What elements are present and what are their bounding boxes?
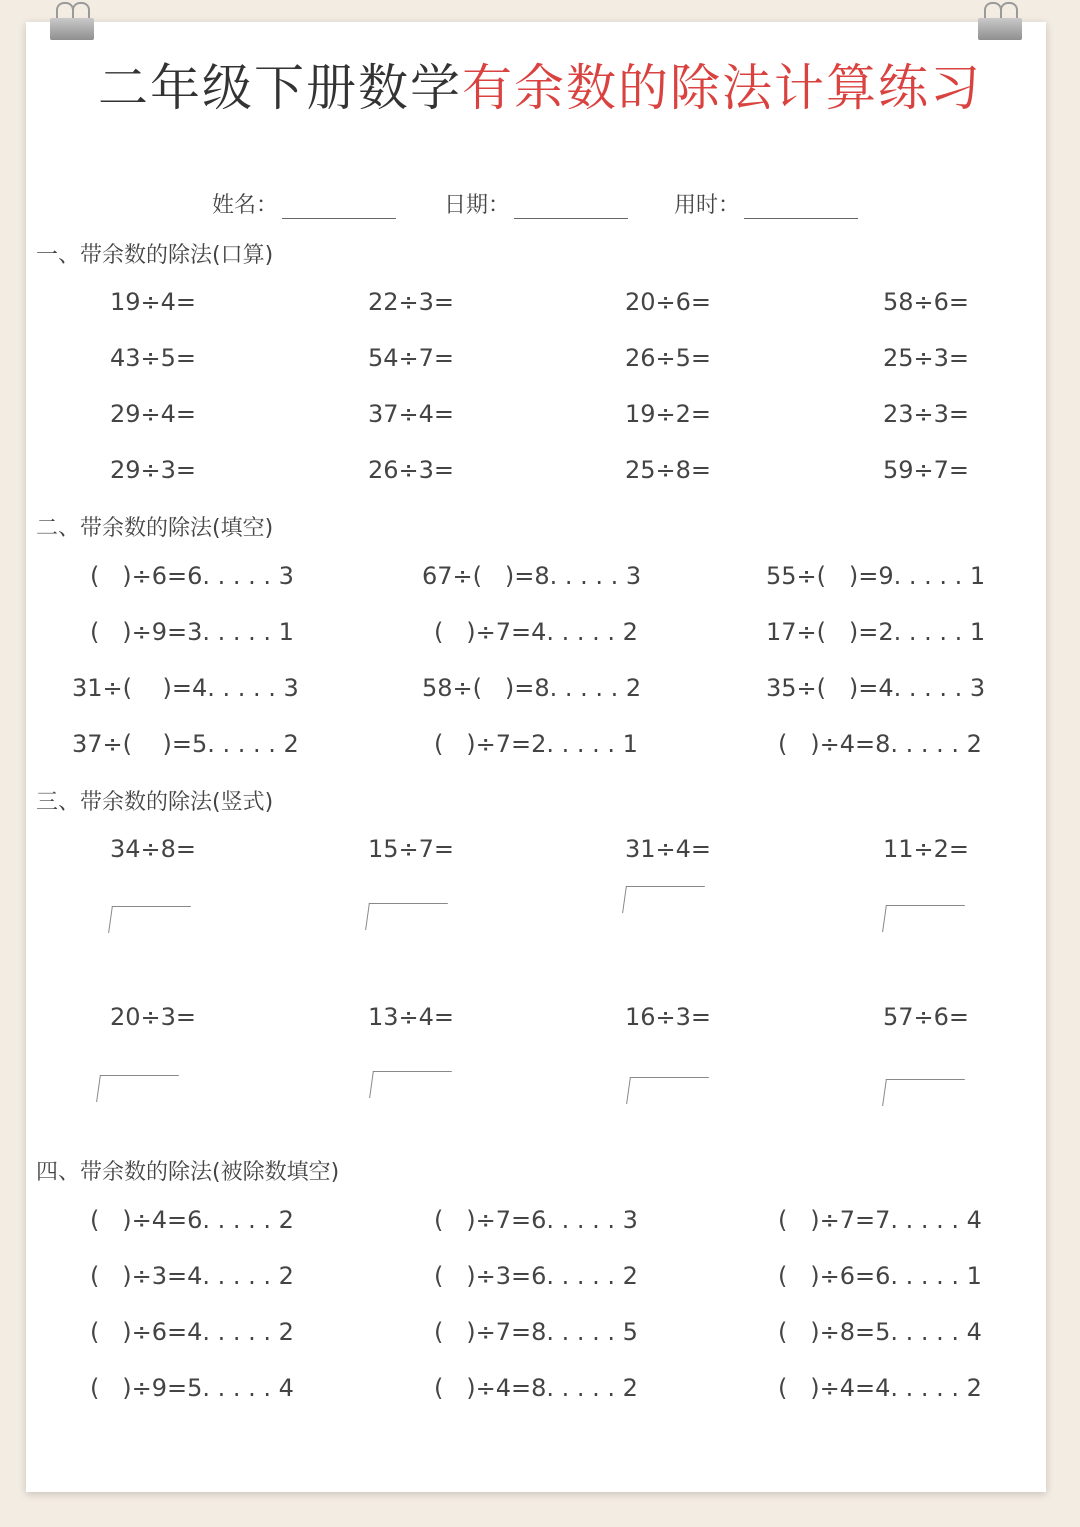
problem: 19÷4= — [110, 288, 197, 316]
problem: 22÷3= — [368, 288, 455, 316]
long-division-bracket[interactable] — [369, 1071, 452, 1098]
binder-clip-right-icon — [978, 0, 1022, 44]
name-label: 姓名： — [212, 193, 279, 218]
time-field — [674, 188, 858, 219]
fill-blank-problem[interactable]: ( )÷4=8. . . . . 2 — [434, 1374, 638, 1402]
problem: 25÷3= — [883, 344, 970, 372]
long-division-bracket[interactable] — [622, 886, 705, 913]
fill-blank-problem[interactable]: ( )÷3=4. . . . . 2 — [90, 1262, 294, 1290]
problem: 19÷2= — [625, 400, 712, 428]
page-title — [0, 48, 1080, 120]
fill-blank-problem[interactable]: 67÷( )=8. . . . . 3 — [422, 562, 642, 590]
problem: 25÷8= — [625, 456, 712, 484]
problem: 29÷4= — [110, 400, 197, 428]
date-label: 日期： — [444, 193, 511, 218]
fill-blank-problem[interactable]: 58÷( )=8. . . . . 2 — [422, 674, 642, 702]
time-label: 用时： — [674, 193, 741, 218]
fill-blank-problem[interactable]: ( )÷6=6. . . . . 3 — [90, 562, 294, 590]
section-1-title: 一、带余数的除法(口算) — [36, 243, 274, 268]
problem: 34÷8= — [110, 835, 197, 863]
long-division-bracket[interactable] — [882, 1079, 965, 1106]
fill-blank-problem[interactable]: 17÷( )=2. . . . . 1 — [766, 618, 986, 646]
problem: 16÷3= — [625, 1003, 712, 1031]
problem: 11÷2= — [883, 835, 970, 863]
fill-blank-problem[interactable]: ( )÷3=6. . . . . 2 — [434, 1262, 638, 1290]
fill-blank-problem[interactable]: ( )÷4=6. . . . . 2 — [90, 1206, 294, 1234]
title-part-2: 有余数的除法计算练习 — [462, 59, 982, 117]
problem: 23÷3= — [883, 400, 970, 428]
fill-blank-problem[interactable]: ( )÷7=4. . . . . 2 — [434, 618, 638, 646]
fill-blank-problem[interactable]: ( )÷4=8. . . . . 2 — [778, 730, 982, 758]
fill-blank-problem[interactable]: 35÷( )=4. . . . . 3 — [766, 674, 986, 702]
fill-blank-problem[interactable]: 55÷( )=9. . . . . 1 — [766, 562, 986, 590]
section-2-title: 二、带余数的除法(填空) — [36, 516, 274, 541]
title-part-1: 二年级下册数学 — [98, 59, 462, 117]
binder-clip-left-icon — [50, 0, 94, 44]
fill-blank-problem[interactable]: ( )÷9=3. . . . . 1 — [90, 618, 294, 646]
name-blank[interactable] — [282, 194, 396, 219]
problem: 20÷3= — [110, 1003, 197, 1031]
long-division-bracket[interactable] — [365, 903, 448, 930]
section-4-title: 四、带余数的除法(被除数填空) — [36, 1160, 340, 1185]
time-blank[interactable] — [744, 194, 858, 219]
date-blank[interactable] — [514, 194, 628, 219]
problem: 15÷7= — [368, 835, 455, 863]
problem: 59÷7= — [883, 456, 970, 484]
problem: 43÷5= — [110, 344, 197, 372]
fill-blank-problem[interactable]: ( )÷9=5. . . . . 4 — [90, 1374, 294, 1402]
fill-blank-problem[interactable]: 31÷( )=4. . . . . 3 — [72, 674, 299, 702]
section-3-title: 三、带余数的除法(竖式) — [36, 790, 274, 815]
long-division-bracket[interactable] — [108, 906, 191, 933]
problem: 29÷3= — [110, 456, 197, 484]
problem: 37÷4= — [368, 400, 455, 428]
fill-blank-problem[interactable]: ( )÷6=6. . . . . 1 — [778, 1262, 982, 1290]
fill-blank-problem[interactable]: 37÷( )=5. . . . . 2 — [72, 730, 299, 758]
problem: 31÷4= — [625, 835, 712, 863]
fill-blank-problem[interactable]: ( )÷7=7. . . . . 4 — [778, 1206, 982, 1234]
long-division-bracket[interactable] — [626, 1077, 709, 1104]
fill-blank-problem[interactable]: ( )÷7=8. . . . . 5 — [434, 1318, 638, 1346]
fill-blank-problem[interactable]: ( )÷4=4. . . . . 2 — [778, 1374, 982, 1402]
long-division-bracket[interactable] — [882, 905, 965, 932]
problem: 58÷6= — [883, 288, 970, 316]
fill-blank-problem[interactable]: ( )÷6=4. . . . . 2 — [90, 1318, 294, 1346]
fill-blank-problem[interactable]: ( )÷8=5. . . . . 4 — [778, 1318, 982, 1346]
problem: 57÷6= — [883, 1003, 970, 1031]
fill-blank-problem[interactable]: ( )÷7=6. . . . . 3 — [434, 1206, 638, 1234]
date-field — [444, 188, 628, 219]
long-division-bracket[interactable] — [96, 1075, 179, 1102]
problem: 26÷5= — [625, 344, 712, 372]
problem: 13÷4= — [368, 1003, 455, 1031]
problem: 20÷6= — [625, 288, 712, 316]
name-field — [212, 188, 396, 219]
problem: 54÷7= — [368, 344, 455, 372]
problem: 26÷3= — [368, 456, 455, 484]
fill-blank-problem[interactable]: ( )÷7=2. . . . . 1 — [434, 730, 638, 758]
